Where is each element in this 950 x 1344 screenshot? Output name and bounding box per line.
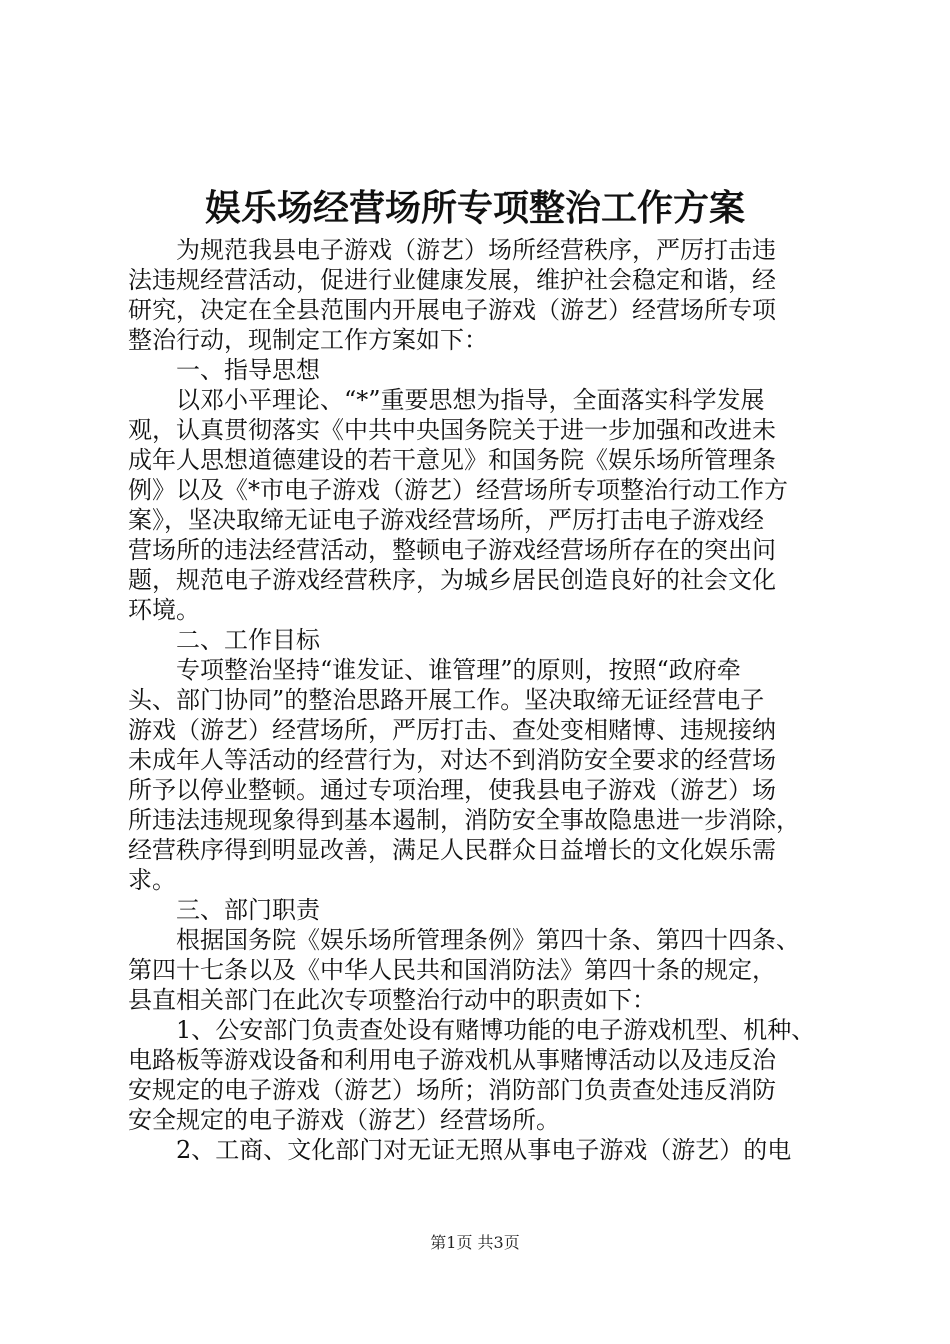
text-line: 安全规定的电子游戏（游艺）经营场所。	[128, 1106, 560, 1134]
text-line: 法违规经营活动，促进行业健康发展，维护社会稳定和谐，经	[128, 266, 776, 294]
text-line: 电路板等游戏设备和利用电子游戏机从事赌博活动以及违反治	[128, 1046, 776, 1074]
text-line: 经营秩序得到明显改善，满足人民群众日益增长的文化娱乐需	[128, 836, 776, 864]
document-title: 娱乐场经营场所专项整治工作方案	[204, 187, 745, 229]
text-line: 求。	[128, 866, 176, 894]
text-line: 1、公安部门负责查处设有赌博功能的电子游戏机型、机种、	[128, 1016, 816, 1044]
text-line: 为规范我县电子游戏（游艺）场所经营秩序，严厉打击违	[128, 236, 776, 264]
text-line: 游戏（游艺）经营场所，严厉打击、查处变相赌博、违规接纳	[128, 716, 776, 744]
text-line: 环境。	[128, 596, 200, 624]
text-line: 安规定的电子游戏（游艺）场所；消防部门负责查处违反消防	[128, 1076, 776, 1104]
text-line: 二、工作目标	[128, 626, 320, 654]
text-line: 例》以及《*市电子游戏（游艺）经营场所专项整治行动工作方	[128, 476, 788, 504]
text-line: 三、部门职责	[128, 896, 320, 924]
text-line: 研究，决定在全县范围内开展电子游戏（游艺）经营场所专项	[128, 296, 776, 324]
text-line: 未成年人等活动的经营行为，对达不到消防安全要求的经营场	[128, 746, 776, 774]
text-line: 2、工商、文化部门对无证无照从事电子游戏（游艺）的电	[128, 1136, 792, 1164]
text-line: 第四十七条以及《中华人民共和国消防法》第四十条的规定，	[128, 956, 776, 984]
page-footer: 第1页 共3页	[430, 1233, 520, 1252]
text-line: 整治行动，现制定工作方案如下：	[128, 326, 488, 354]
text-line: 以邓小平理论、“*”重要思想为指导，全面落实科学发展	[128, 386, 765, 414]
text-line: 县直相关部门在此次专项整治行动中的职责如下：	[128, 986, 656, 1014]
text-line: 专项整治坚持“谁发证、谁管理”的原则，按照“政府牵	[128, 656, 741, 684]
text-line: 根据国务院《娱乐场所管理条例》第四十条、第四十四条、	[128, 926, 800, 954]
text-line: 案》，坚决取缔无证电子游戏经营场所，严厉打击电子游戏经	[128, 506, 764, 534]
text-line: 题，规范电子游戏经营秩序，为城乡居民创造良好的社会文化	[128, 566, 776, 594]
text-line: 所予以停业整顿。通过专项治理，使我县电子游戏（游艺）场	[128, 776, 776, 804]
text-line: 头、部门协同”的整治思路开展工作。坚决取缔无证经营电子	[128, 686, 765, 714]
document-body	[128, 235, 828, 1165]
text-line: 成年人思想道德建设的若干意见》和国务院《娱乐场所管理条	[128, 446, 776, 474]
text-line: 所违法违规现象得到基本遏制，消防安全事故隐患进一步消除，	[128, 806, 800, 834]
text-line: 营场所的违法经营活动，整顿电子游戏经营场所存在的突出问	[128, 536, 776, 564]
text-line: 观，认真贯彻落实《中共中央国务院关于进一步加强和改进未	[128, 416, 776, 444]
text-line: 一、指导思想	[128, 356, 320, 384]
